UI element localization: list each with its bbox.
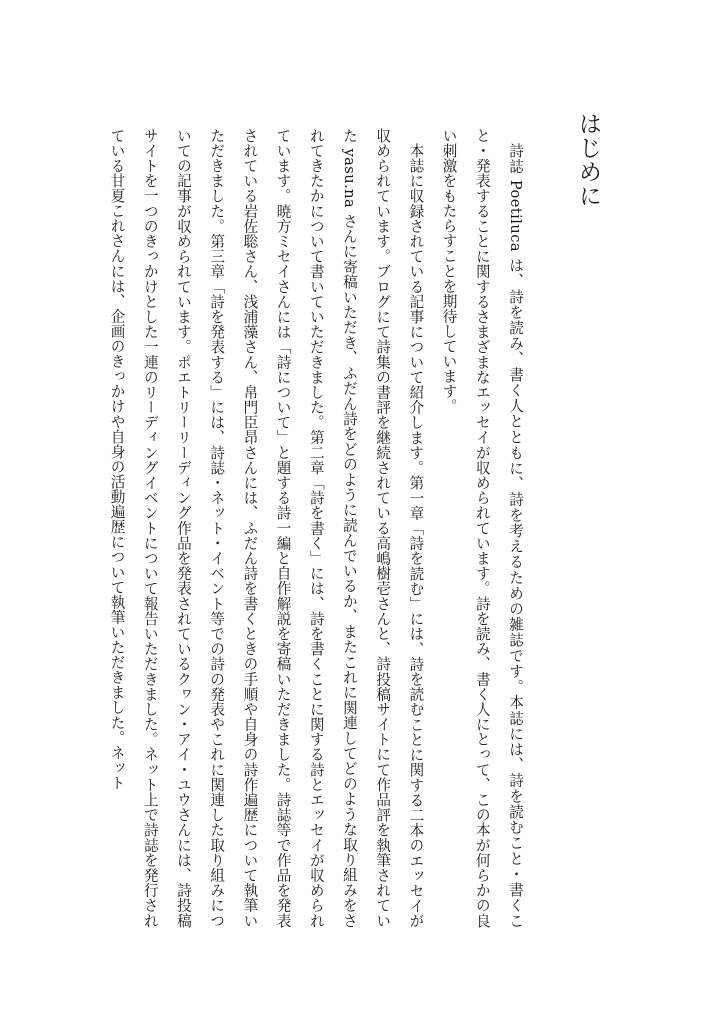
- paragraph-contents: 本誌に収録されている記事について紹介します。第一章「詩を読む」には、詩を読むことに関する二本のエッセイが収められています。ブログにて詩集の書評を継続されている高嶋樹壱さんと、詩投稿サイトにて作品評を執筆されていた yasu.na さんに寄稿いただき、ふだん詩をどのように読んでいるか、またこれに関連してどのような取り組みをされてきたかについて書いていただきました。第二章「詩を書く」には、詩を書くことに関する詩とエッセイが収められています。暁方ミセイさんには「詩について」と題する詩一編と自作解説を寄稿いただきました。詩誌等で作品を発表されている岩佐聡さん、浅浦藻さん、帛門臣昂さんには、ふだん詩を書くときの手順や自身の詩作遍歴について執筆いただきました。第三章「詩を発表する」には、詩誌・ネット・イベント等での詩の発表やこれに関連した取り組みについての記事が収められています。ポエトリーリーディング作品を発表されているクヮン・アイ・ユウさんには、詩投稿サイトを一つのきっかけとした一連のリーディングイベントについて報告いただきました。ネット上で詩誌を発行されている甘夏これさんには、企画のきっかけや自身の活動遍歴について執筆いただきました。ネット: [108, 128, 425, 928]
- page-title: はじめに: [575, 112, 601, 208]
- paragraph-intro: 詩誌 Poetiluca は、詩を読み、書く人とともに、詩を考えるための雑誌です。本誌には、詩を読むこと・書くこと・発表することに関するさまざまなエッセイが収められています。詩を読み、書く人にとって、この本が何らかの良い刺激をもたらすことを期待しています。: [440, 128, 524, 928]
- body-text: [100, 128, 532, 928]
